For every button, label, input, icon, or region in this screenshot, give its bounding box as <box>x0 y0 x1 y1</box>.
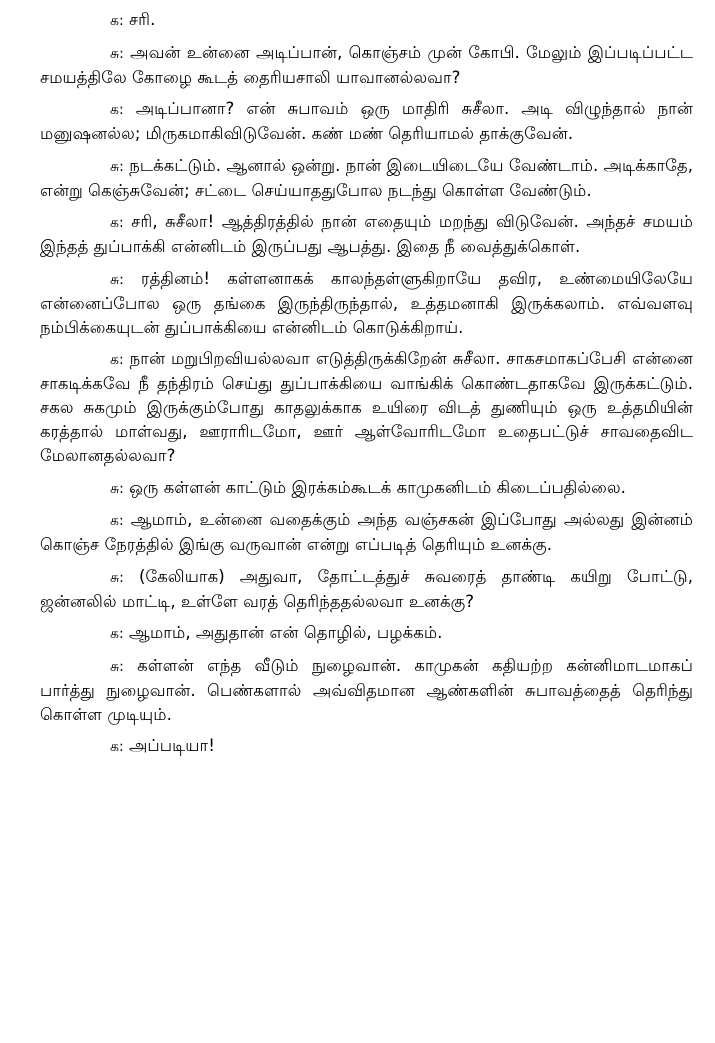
speaker-label: சு: <box>110 45 124 62</box>
dialogue-paragraph <box>40 8 693 33</box>
dialogue-paragraph <box>40 97 693 146</box>
dialogue-text: ஆமாம், அதுதான் என் தொழில், பழக்கம். <box>128 623 443 642</box>
dialogue-paragraph <box>40 41 693 90</box>
dialogue-text: நான் மறுபிறவியல்லவா எடுத்திருக்கிறேன் சுசீலா. சாகசமாகப்பேசி என்னை சாகடிக்கவே நீ தந்திரம் செய்து துப்பாக்கியை வாங்கிக் கொண்டதாகவே இருக்கட்டும். சகல சுகமும் இருக்கும்போது காதலுக்காக உயிரை விடத் துணியும் ஒரு உத்தமியின் கரத்தால் மாள்வது, ஊராரிடமோ, ஊர் ஆள்வோரிடமோ உதைபட்டுச் சாவதைவிட மேலானதல்லவா? <box>40 349 693 465</box>
dialogue-paragraph <box>40 621 693 646</box>
dialogue-text: சரி, சுசீலா! ஆத்திரத்தில் நான் எதையும் மறந்து விடுவேன். அந்தச் சமயம் இந்தத் துப்பாக்கி என்னிடம் இருப்பது ஆபத்து. இதை நீ வைத்துக்கொள். <box>40 212 693 256</box>
speaker-label: க: <box>110 352 124 368</box>
speaker-label: சு: <box>110 569 124 586</box>
speaker-label: க: <box>110 513 124 529</box>
dialogue-paragraph <box>40 508 693 557</box>
speaker-label: க: <box>110 13 124 29</box>
speaker-label: க: <box>110 215 124 231</box>
dialogue-paragraph <box>40 347 693 468</box>
dialogue-text: (கேலியாக) அதுவா, தோட்டத்துச் சுவரைத் தாண்டி கயிறு போட்டு, ஜன்னலில் மாட்டி, உள்ளே வரத் தெரிந்ததல்லவா உனக்கு? <box>40 566 693 611</box>
dialogue-text: ஆமாம், உன்னை வதைக்கும் அந்த வஞ்சகன் இப்போது அல்லது இன்னம் கொஞ்ச நேரத்தில் இங்கு வருவான் என்று எப்படித் தெரியும் உனக்கு. <box>40 510 694 554</box>
dialogue-text: சரி. <box>128 10 156 29</box>
dialogue-text: ஒரு கள்ளன் காட்டும் இரக்கம்கூடக் காமுகனிடம் கிடைப்பதில்லை. <box>129 477 626 497</box>
speaker-label: சு: <box>110 158 124 175</box>
dialogue-paragraph <box>40 734 693 759</box>
dialogue-paragraph <box>40 210 693 259</box>
dialogue-text: அப்படியா! <box>128 736 215 755</box>
speaker-label: க: <box>110 626 124 642</box>
speaker-label: சு: <box>110 658 124 675</box>
dialogue-paragraph <box>40 267 693 340</box>
speaker-label: க: <box>110 102 124 118</box>
dialogue-paragraph <box>40 476 693 501</box>
speaker-label: க: <box>110 739 124 755</box>
dialogue-text: அவன் உன்னை அடிப்பான், கொஞ்சம் முன் கோபி. மேலும் இப்படிப்பட்ட சமயத்திலே கோழை கூடத் தைரியசாலி யாவானல்லவா? <box>40 42 693 87</box>
dialogue-paragraph <box>40 154 693 203</box>
speaker-label: சு: <box>110 480 124 497</box>
dialogue-text: அடிப்பானா? என் சுபாவம் ஒரு மாதிரி சுசீலா. அடி விழுந்தால் நான் மனுஷனல்ல; மிருகமாகிவிடுவேன். கண் மண் தெரியாமல் தாக்குவேன். <box>40 99 694 143</box>
dialogue-paragraph <box>40 654 693 727</box>
dialogue-text: நடக்கட்டும். ஆனால் ஒன்று. நான் இடையிடையே வேண்டாம். அடிக்காதே, என்று கெஞ்சுவேன்; சட்டை செய்யாததுபோல நடந்து கொள்ள வேண்டும். <box>40 155 694 200</box>
dialogue-text: கள்ளன் எந்த வீடும் நுழைவான். காமுகன் கதியற்ற கன்னிமாடமாகப் பார்த்து நுழைவான். பெண்களால் அவ்விதமான ஆண்களின் சுபாவத்தைத் தெரிந்து கொள்ள முடியும். <box>40 655 693 724</box>
dialogue-text: ரத்தினம்! கள்ளனாகக் காலந்தள்ளுகிறாயே தவிர, உண்மையிலேயே என்னைப்போல ஒரு தங்கை இருந்திருந்தால், உத்தமனாகி இருக்கலாம். எவ்வளவு நம்பிக்கையுடன் துப்பாக்கியை என்னிடம் கொடுக்கிறாய். <box>40 268 693 337</box>
dialogue-paragraph <box>40 565 693 614</box>
speaker-label: சு: <box>110 271 124 288</box>
